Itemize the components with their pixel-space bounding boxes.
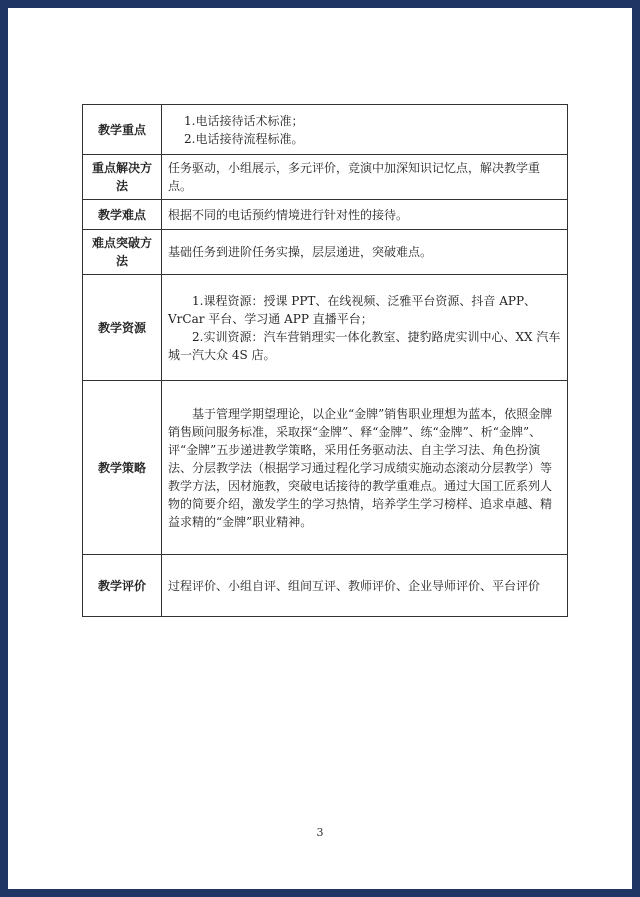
- row-label: 教学评价: [83, 555, 162, 617]
- table-row: [83, 275, 568, 381]
- table-row: [83, 105, 568, 155]
- row-label: 教学难点: [83, 200, 162, 230]
- row-content: [162, 230, 568, 275]
- page-number: 3: [316, 826, 324, 839]
- row-label: 难点突破方法: [83, 230, 162, 275]
- content-line: 1.课程资源：授课 PPT、在线视频、泛雅平台资源、抖音 APP、VrCar 平台、学习通 APP 直播平台；: [168, 293, 537, 326]
- content-line: 1.电话接待话术标准；: [184, 113, 304, 128]
- table-row: [83, 555, 568, 617]
- content-line: 任务驱动，小组展示，多元评价，竞演中加深知识记忆点，解决教学重点。: [168, 161, 541, 193]
- row-label: 重点解决方法: [83, 155, 162, 200]
- content-line: 基于管理学期望理论，以企业“金牌”销售职业理想为蓝本，依照金牌销售顾问服务标准，采取探“金牌”、释“金牌”、练“金牌”、析“金牌”、评“金牌”五步递进教学策略，采用任务驱动法、自主学习法、角色扮演法、分层教学法（根据学习通过程化学习成绩实施动态滚动分层教学）等教学方法，因材施教，突破电话接待的教学重难点。通过大国工匠系列人物的简要介绍，激发学生的学习热情，培养学生学习榜样、追求卓越、精益求精的“金牌”职业精神。: [168, 406, 553, 529]
- row-label: 教学策略: [83, 381, 162, 555]
- content-line: 2.电话接待流程标准。: [184, 131, 304, 146]
- table-row: [83, 381, 568, 555]
- row-content: [162, 200, 568, 230]
- content-line: 2.实训资源：汽车营销理实一体化教室、捷豹路虎实训中心、XX 汽车城一汽大众 4S 店。: [168, 329, 561, 362]
- document-page: [8, 8, 632, 889]
- row-content: [162, 155, 568, 200]
- content-line: 根据不同的电话预约情境进行针对性的接待。: [168, 207, 409, 222]
- table-row: [83, 230, 568, 275]
- lesson-plan-table: [82, 104, 568, 617]
- table-row: [83, 155, 568, 200]
- row-content: [162, 105, 568, 155]
- row-content: [162, 381, 568, 555]
- row-label: 教学资源: [83, 275, 162, 381]
- row-label: 教学重点: [83, 105, 162, 155]
- content-line: 过程评价、小组自评、组间互评、教师评价、企业导师评价、平台评价: [168, 578, 541, 593]
- table-row: [83, 200, 568, 230]
- row-content: [162, 275, 568, 381]
- row-content: [162, 555, 568, 617]
- content-line: 基础任务到进阶任务实操，层层递进，突破难点。: [168, 245, 433, 259]
